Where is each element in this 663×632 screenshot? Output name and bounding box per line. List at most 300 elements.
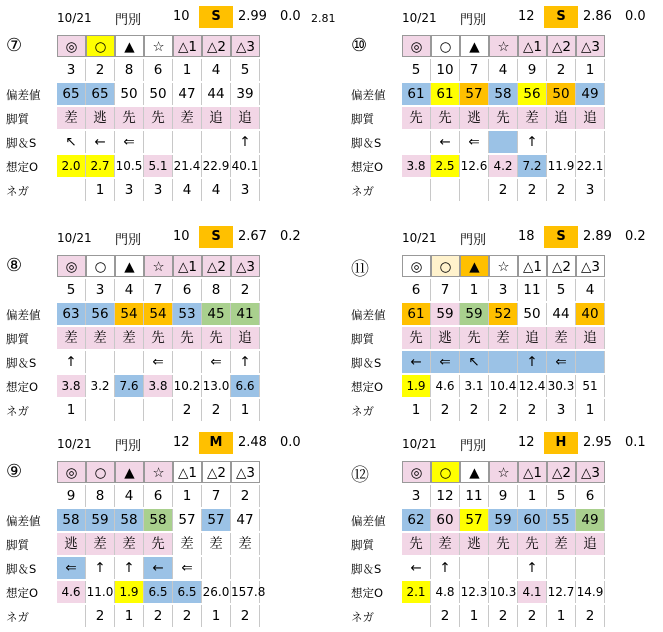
expected-odds: 10.4 <box>489 375 518 397</box>
expected-odds: 12.7 <box>547 581 576 603</box>
running-style: 先 <box>489 533 518 555</box>
running-style: 差 <box>431 533 460 555</box>
expected-odds: 1.9 <box>115 581 144 603</box>
race-number: ⑦ <box>6 35 23 56</box>
running-style: 差 <box>547 327 576 349</box>
deviation-value: 47 <box>173 83 202 105</box>
track-condition: S <box>544 226 578 248</box>
deviation-value: 56 <box>86 303 115 325</box>
row-label-odds: 想定O <box>351 160 384 174</box>
negative-count: 2 <box>431 399 460 421</box>
horse-number: 7 <box>431 279 460 301</box>
track-condition: S <box>199 6 233 28</box>
race-number: ⑫ <box>351 465 369 486</box>
expected-odds: 22.1 <box>576 155 605 177</box>
horse-number: 12 <box>431 485 460 507</box>
mark-symbol: ◎ <box>402 255 431 277</box>
expected-odds: 26.0 <box>202 581 231 603</box>
negative-count: 1 <box>86 179 115 201</box>
position-arrow <box>202 131 231 153</box>
position-arrow <box>547 131 576 153</box>
expected-odds: 12.6 <box>460 155 489 177</box>
race-block-r12 <box>345 432 645 632</box>
expected-odds: 1.9 <box>402 375 431 397</box>
mark-symbol: ○ <box>431 255 460 277</box>
horse-number: 1 <box>576 59 605 81</box>
deviation-value: 56 <box>518 83 547 105</box>
running-style: 差 <box>86 327 115 349</box>
position-arrow: ⇐ <box>173 557 202 579</box>
deviation-value: 61 <box>431 83 460 105</box>
race-header <box>55 432 355 454</box>
position-arrow: ↑ <box>518 557 547 579</box>
running-style: 追 <box>576 533 605 555</box>
position-arrow: ↑ <box>115 557 144 579</box>
horse-number: 3 <box>86 279 115 301</box>
deviation-value: 65 <box>57 83 86 105</box>
position-arrow: ⇐ <box>431 351 460 373</box>
negative-count: 2 <box>489 605 518 627</box>
deviation-value: 44 <box>202 83 231 105</box>
mark-symbol: ○ <box>431 35 460 57</box>
track-condition: S <box>199 226 233 248</box>
row-label-dev: 偏差値 <box>351 514 386 528</box>
negative-count: 1 <box>115 605 144 627</box>
mark-symbol: △2 <box>202 35 231 57</box>
mark-symbol: ◎ <box>57 461 86 483</box>
negative-count: 3 <box>576 179 605 201</box>
horse-number: 4 <box>115 279 144 301</box>
race-header <box>400 226 663 248</box>
row-label-kyaku: 脚＆S <box>6 136 37 150</box>
negative-count: 2 <box>576 605 605 627</box>
position-arrow <box>173 131 202 153</box>
venue: 門別 <box>460 233 487 248</box>
venue: 門別 <box>115 439 142 454</box>
deviation-value: 40 <box>576 303 605 325</box>
runner-count: 12 <box>518 9 535 24</box>
mark-symbol: ▲ <box>460 255 489 277</box>
negative-count: 2 <box>144 605 173 627</box>
negative-count <box>431 179 460 201</box>
mark-symbol: ▲ <box>115 461 144 483</box>
race-date: 10/21 <box>402 11 437 25</box>
running-style: 先 <box>402 107 431 129</box>
race-date: 10/21 <box>57 231 92 245</box>
race-block-r9 <box>0 432 300 632</box>
venue: 門別 <box>115 233 142 248</box>
race-header <box>400 432 663 454</box>
row-label-odds: 想定O <box>6 586 39 600</box>
horse-number: 5 <box>547 279 576 301</box>
race-date: 10/21 <box>57 437 92 451</box>
mark-symbol: △2 <box>547 461 576 483</box>
mark-symbol: ☆ <box>489 461 518 483</box>
running-style: 追 <box>231 327 260 349</box>
row-label-nega: ネガ <box>351 184 374 198</box>
position-arrow <box>576 131 605 153</box>
horse-number: 9 <box>489 485 518 507</box>
deviation-value: 62 <box>402 509 431 531</box>
venue: 門別 <box>460 439 487 454</box>
position-arrow: ⇐ <box>547 351 576 373</box>
negative-count: 2 <box>431 605 460 627</box>
negative-count: 2 <box>518 605 547 627</box>
running-style: 差 <box>202 533 231 555</box>
position-arrow: ⇐ <box>460 131 489 153</box>
expected-odds: 11.0 <box>86 581 115 603</box>
running-style: 差 <box>115 533 144 555</box>
deviation-value: 59 <box>431 303 460 325</box>
position-arrow: ↑ <box>431 557 460 579</box>
expected-odds: 3.8 <box>144 375 173 397</box>
horse-number: 5 <box>547 485 576 507</box>
mark-symbol: ☆ <box>489 255 518 277</box>
expected-odds: 10.5 <box>115 155 144 177</box>
running-style: 差 <box>518 107 547 129</box>
horse-number: 2 <box>231 279 260 301</box>
mark-symbol: ○ <box>431 461 460 483</box>
position-arrow <box>115 351 144 373</box>
horse-number: 1 <box>518 485 547 507</box>
track-condition: H <box>544 432 578 454</box>
running-style: 先 <box>115 107 144 129</box>
index-value-2: 0.2 <box>625 229 646 244</box>
position-arrow: ⇐ <box>57 557 86 579</box>
mark-symbol: ▲ <box>115 35 144 57</box>
negative-count: 2 <box>173 399 202 421</box>
running-style: 逃 <box>431 327 460 349</box>
mark-symbol: △1 <box>173 35 202 57</box>
runner-count: 10 <box>173 9 190 24</box>
running-style: 差 <box>115 327 144 349</box>
race-date: 10/21 <box>57 11 92 25</box>
mark-symbol: ▲ <box>460 461 489 483</box>
running-style: 差 <box>86 533 115 555</box>
track-condition: S <box>544 6 578 28</box>
negative-count <box>57 179 86 201</box>
row-label-dev: 偏差値 <box>6 514 41 528</box>
mark-symbol: △2 <box>202 461 231 483</box>
negative-count: 3 <box>231 179 260 201</box>
running-style: 差 <box>547 533 576 555</box>
negative-count: 2 <box>489 179 518 201</box>
index-value-1: 2.99 <box>238 9 267 24</box>
running-style: 差 <box>231 533 260 555</box>
index-value-2: 0.0 <box>625 9 646 24</box>
position-arrow <box>576 351 605 373</box>
row-label-style: 脚質 <box>6 332 29 346</box>
expected-odds: 30.3 <box>547 375 576 397</box>
row-label-nega: ネガ <box>351 404 374 418</box>
negative-count <box>86 399 115 421</box>
deviation-value: 61 <box>402 303 431 325</box>
expected-odds: 10.2 <box>173 375 202 397</box>
horse-number: 6 <box>144 59 173 81</box>
expected-odds: 5.1 <box>144 155 173 177</box>
negative-count: 1 <box>231 399 260 421</box>
deviation-value: 39 <box>231 83 260 105</box>
mark-symbol: ○ <box>86 255 115 277</box>
position-arrow <box>144 131 173 153</box>
mark-symbol: ◎ <box>57 35 86 57</box>
running-style: 逃 <box>460 107 489 129</box>
negative-count: 2 <box>460 399 489 421</box>
race-block-r7 <box>0 6 336 206</box>
negative-count <box>115 399 144 421</box>
expected-odds: 4.8 <box>431 581 460 603</box>
expected-odds: 40.1 <box>231 155 260 177</box>
horse-number: 6 <box>576 485 605 507</box>
race-header <box>55 6 355 28</box>
expected-odds: 2.5 <box>431 155 460 177</box>
race-block-r11 <box>345 226 645 426</box>
race-number: ⑩ <box>351 35 368 56</box>
position-arrow: ↑ <box>231 351 260 373</box>
negative-count: 1 <box>57 399 86 421</box>
horse-number: 6 <box>173 279 202 301</box>
race-number: ⑧ <box>6 255 23 276</box>
expected-odds: 6.5 <box>144 581 173 603</box>
deviation-value: 59 <box>489 509 518 531</box>
deviation-value: 57 <box>460 509 489 531</box>
deviation-value: 61 <box>402 83 431 105</box>
deviation-value: 58 <box>57 509 86 531</box>
horse-number: 8 <box>202 279 231 301</box>
running-style: 先 <box>402 533 431 555</box>
position-arrow <box>489 351 518 373</box>
row-label-nega: ネガ <box>6 404 29 418</box>
horse-number: 6 <box>144 485 173 507</box>
horse-number: 7 <box>460 59 489 81</box>
running-style: 差 <box>489 327 518 349</box>
mark-symbol: △1 <box>173 461 202 483</box>
position-arrow: ← <box>431 131 460 153</box>
position-arrow <box>173 351 202 373</box>
index-value-2: 0.2 <box>280 229 301 244</box>
position-arrow: ← <box>402 351 431 373</box>
running-style: 差 <box>57 327 86 349</box>
negative-count: 1 <box>547 605 576 627</box>
negative-count: 1 <box>402 399 431 421</box>
row-label-odds: 想定O <box>6 380 39 394</box>
negative-count: 4 <box>202 179 231 201</box>
venue: 門別 <box>115 13 142 28</box>
position-arrow: ⇐ <box>202 351 231 373</box>
mark-symbol: ○ <box>86 461 115 483</box>
negative-count: 3 <box>144 179 173 201</box>
position-arrow: ↑ <box>86 557 115 579</box>
mark-symbol: △3 <box>231 255 260 277</box>
horse-number: 5 <box>57 279 86 301</box>
mark-symbol: △2 <box>547 35 576 57</box>
position-arrow <box>86 351 115 373</box>
mark-symbol: △2 <box>202 255 231 277</box>
mark-symbol: △3 <box>576 461 605 483</box>
mark-symbol: ◎ <box>402 35 431 57</box>
position-arrow <box>547 557 576 579</box>
deviation-value: 54 <box>115 303 144 325</box>
row-label-kyaku: 脚＆S <box>6 562 37 576</box>
negative-count <box>57 605 86 627</box>
position-arrow <box>460 557 489 579</box>
position-arrow: ↑ <box>518 131 547 153</box>
index-value-1: 2.48 <box>238 435 267 450</box>
negative-count: 2 <box>202 399 231 421</box>
expected-odds: 11.9 <box>547 155 576 177</box>
negative-count: 3 <box>115 179 144 201</box>
runner-count: 12 <box>518 435 535 450</box>
runner-count: 18 <box>518 229 535 244</box>
race-date: 10/21 <box>402 437 437 451</box>
negative-count: 2 <box>518 399 547 421</box>
row-label-odds: 想定O <box>351 380 384 394</box>
running-style: 差 <box>57 107 86 129</box>
deviation-value: 49 <box>576 509 605 531</box>
venue: 門別 <box>460 13 487 28</box>
negative-count: 2 <box>547 179 576 201</box>
index-value-2: 0.0 <box>280 9 301 24</box>
deviation-value: 59 <box>86 509 115 531</box>
running-style: 先 <box>431 107 460 129</box>
deviation-value: 44 <box>547 303 576 325</box>
row-label-dev: 偏差値 <box>351 308 386 322</box>
horse-number: 5 <box>402 59 431 81</box>
expected-odds: 6.6 <box>231 375 260 397</box>
running-style: 追 <box>518 327 547 349</box>
race-number: ⑪ <box>351 259 369 280</box>
expected-odds: 4.1 <box>518 581 547 603</box>
mark-symbol: △3 <box>576 35 605 57</box>
row-label-kyaku: 脚＆S <box>351 356 382 370</box>
position-arrow <box>489 557 518 579</box>
negative-count: 2 <box>231 605 260 627</box>
mark-symbol: △2 <box>547 255 576 277</box>
deviation-value: 52 <box>489 303 518 325</box>
position-arrow <box>576 557 605 579</box>
expected-odds: 3.1 <box>460 375 489 397</box>
mark-symbol: △1 <box>518 35 547 57</box>
deviation-value: 60 <box>518 509 547 531</box>
row-label-nega: ネガ <box>6 610 29 624</box>
horse-number: 4 <box>115 485 144 507</box>
mark-symbol: △1 <box>173 255 202 277</box>
horse-number: 9 <box>57 485 86 507</box>
running-style: 追 <box>547 107 576 129</box>
race-header <box>400 6 663 28</box>
race-block-r8 <box>0 226 300 426</box>
position-arrow: ↖ <box>57 131 86 153</box>
deviation-value: 50 <box>115 83 144 105</box>
expected-odds: 4.2 <box>489 155 518 177</box>
deviation-value: 54 <box>144 303 173 325</box>
negative-count: 2 <box>518 179 547 201</box>
deviation-value: 50 <box>518 303 547 325</box>
horse-number: 4 <box>202 59 231 81</box>
deviation-value: 50 <box>144 83 173 105</box>
index-value-3: 2.81 <box>311 12 336 25</box>
deviation-value: 55 <box>547 509 576 531</box>
row-label-style: 脚質 <box>6 538 29 552</box>
row-label-dev: 偏差値 <box>351 88 386 102</box>
position-arrow: ⇐ <box>115 131 144 153</box>
horse-number: 11 <box>518 279 547 301</box>
negative-count: 2 <box>86 605 115 627</box>
running-style: 先 <box>402 327 431 349</box>
mark-symbol: △3 <box>231 35 260 57</box>
race-number: ⑨ <box>6 461 23 482</box>
deviation-value: 41 <box>231 303 260 325</box>
horse-number: 4 <box>489 59 518 81</box>
expected-odds: 2.1 <box>402 581 431 603</box>
horse-number: 2 <box>231 485 260 507</box>
negative-count <box>460 179 489 201</box>
mark-symbol: ▲ <box>460 35 489 57</box>
deviation-value: 58 <box>489 83 518 105</box>
expected-odds: 13.0 <box>202 375 231 397</box>
negative-count: 1 <box>576 399 605 421</box>
expected-odds: 3.8 <box>402 155 431 177</box>
horse-number: 2 <box>547 59 576 81</box>
running-style: 先 <box>144 107 173 129</box>
expected-odds: 4.6 <box>57 581 86 603</box>
row-label-odds: 想定O <box>6 160 39 174</box>
horse-number: 1 <box>460 279 489 301</box>
running-style: 差 <box>173 107 202 129</box>
expected-odds: 2.0 <box>57 155 86 177</box>
runner-count: 10 <box>173 229 190 244</box>
deviation-value: 58 <box>115 509 144 531</box>
running-style: 追 <box>576 107 605 129</box>
position-arrow: ↑ <box>57 351 86 373</box>
row-label-odds: 想定O <box>351 586 384 600</box>
horse-number: 3 <box>402 485 431 507</box>
row-label-dev: 偏差値 <box>6 308 41 322</box>
deviation-value: 45 <box>202 303 231 325</box>
running-style: 先 <box>173 327 202 349</box>
negative-count: 1 <box>202 605 231 627</box>
negative-count <box>402 179 431 201</box>
running-style: 逃 <box>86 107 115 129</box>
position-arrow <box>489 131 518 153</box>
expected-odds: 7.2 <box>518 155 547 177</box>
expected-odds: 12.3 <box>460 581 489 603</box>
mark-symbol: ☆ <box>144 461 173 483</box>
horse-number: 7 <box>144 279 173 301</box>
position-arrow: ↖ <box>460 351 489 373</box>
expected-odds: 3.2 <box>86 375 115 397</box>
row-label-nega: ネガ <box>351 610 374 624</box>
expected-odds: 3.8 <box>57 375 86 397</box>
deviation-value: 50 <box>547 83 576 105</box>
horse-number: 1 <box>173 59 202 81</box>
expected-odds: 2.7 <box>86 155 115 177</box>
deviation-value: 47 <box>231 509 260 531</box>
index-value-2: 0.0 <box>280 435 301 450</box>
running-style: 追 <box>576 327 605 349</box>
negative-count: 2 <box>489 399 518 421</box>
horse-number: 9 <box>518 59 547 81</box>
index-value-1: 2.89 <box>583 229 612 244</box>
mark-symbol: △3 <box>576 255 605 277</box>
deviation-value: 49 <box>576 83 605 105</box>
deviation-value: 57 <box>460 83 489 105</box>
expected-odds: 14.9 <box>576 581 605 603</box>
mark-symbol: ☆ <box>144 255 173 277</box>
row-label-style: 脚質 <box>6 112 29 126</box>
mark-symbol: ◎ <box>57 255 86 277</box>
race-block-r10 <box>345 6 645 206</box>
